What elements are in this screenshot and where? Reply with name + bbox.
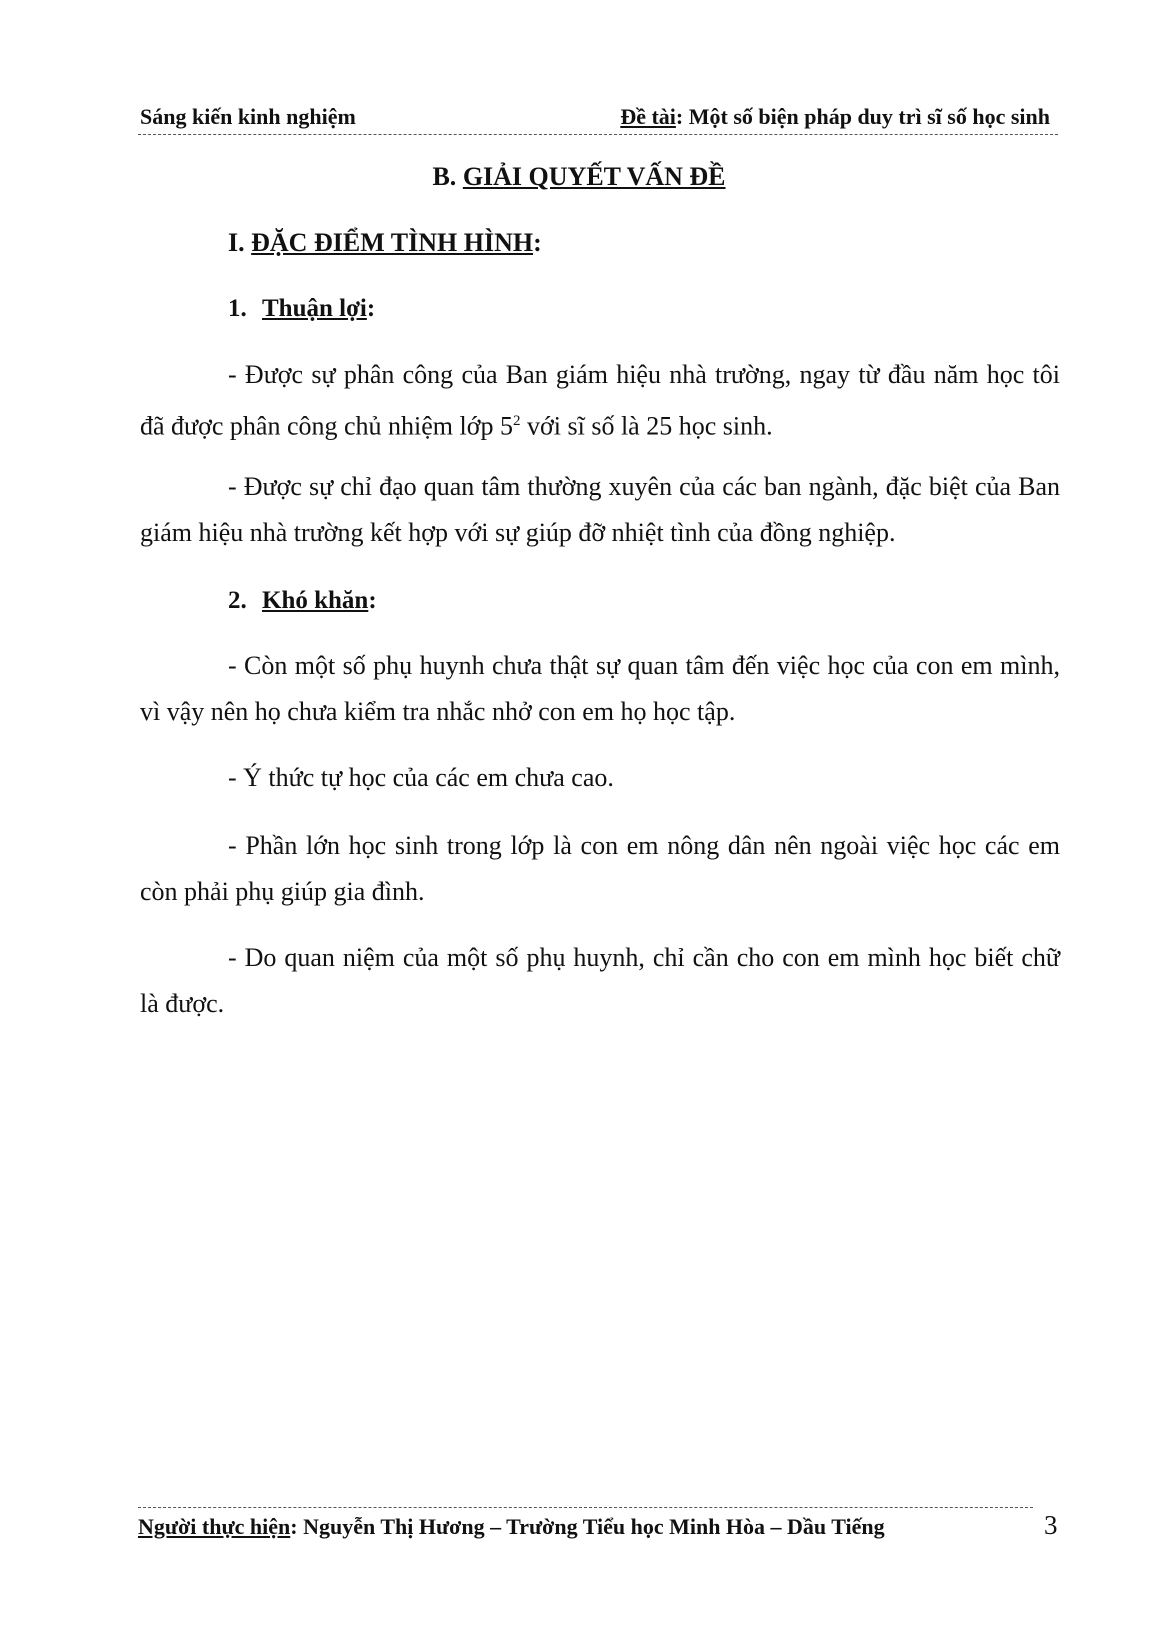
advantage-paragraph-2: - Được sự chỉ đạo quan tâm thường xuyên của các ban ngành, đặc biệt của Ban giám hiệu nhà trường kết hợp với sự giúp đỡ nhiệt tình của đồng nghiệp.	[140, 472, 1060, 547]
difficulty-paragraph-2: - Ý thức tự học của các em chưa cao.	[228, 763, 614, 792]
advantage-1-superscript: 2	[513, 413, 521, 429]
section-title-prefix: B.	[432, 162, 463, 191]
difficulty-paragraph-4: - Do quan niệm của một số phụ huynh, chỉ cần cho con em mình học biết chữ là được.	[140, 943, 1060, 1018]
page-number: 3	[1044, 1510, 1058, 1540]
difficulty-paragraph-3: - Phần lớn học sinh trong lớp là con em nông dân nên ngoài việc học các em còn phải phụ giúp gia đình.	[140, 831, 1060, 906]
header-topic	[620, 104, 1050, 130]
heading-characteristics	[228, 228, 542, 258]
heading-advantages-text: Thuận lợi	[262, 295, 367, 322]
heading-difficulties-suffix: :	[368, 587, 377, 614]
heading-difficulties	[228, 587, 377, 615]
header-topic-text: : Một số biện pháp duy trì sĩ số học sinh	[675, 104, 1050, 129]
advantage-1-text-end: với sĩ số là 25 học sinh.	[520, 411, 773, 441]
heading-characteristics-text: ĐẶC ĐIỂM TÌNH HÌNH	[251, 228, 534, 257]
heading-advantages	[228, 295, 375, 323]
header-document-type: Sáng kiến kinh nghiệm	[140, 104, 356, 129]
section-title	[0, 162, 1158, 192]
heading-characteristics-suffix: :	[533, 228, 542, 257]
advantage-1-text: - Được sự phân công của Ban giám hiệu nhà trường, ngay từ đầu năm học tôi đã được phân công chủ nhiệm lớp 5	[140, 360, 1060, 441]
difficulty-paragraph-1: - Còn một số phụ huynh chưa thật sự quan tâm đến việc học của con em mình, vì vậy nên họ chưa kiểm tra nhắc nhở con em họ học tập.	[140, 651, 1060, 726]
heading-advantages-number: 1.	[228, 295, 247, 322]
heading-difficulties-text: Khó khăn	[262, 587, 369, 614]
heading-difficulties-number: 2.	[228, 587, 247, 614]
footer-author-label: Người thực hiện	[138, 1514, 291, 1539]
page-header	[138, 100, 1058, 135]
page-footer	[138, 1507, 1033, 1540]
heading-characteristics-prefix: I.	[228, 228, 252, 257]
header-topic-label: Đề tài	[620, 104, 676, 129]
advantage-paragraph-1	[140, 352, 1060, 450]
footer-author-text: : Nguyễn Thị Hương – Trường Tiểu học Minh Hòa – Dầu Tiếng	[290, 1514, 885, 1539]
heading-advantages-suffix: :	[366, 295, 376, 322]
section-title-text: GIẢI QUYẾT VẤN ĐỀ	[462, 162, 726, 191]
